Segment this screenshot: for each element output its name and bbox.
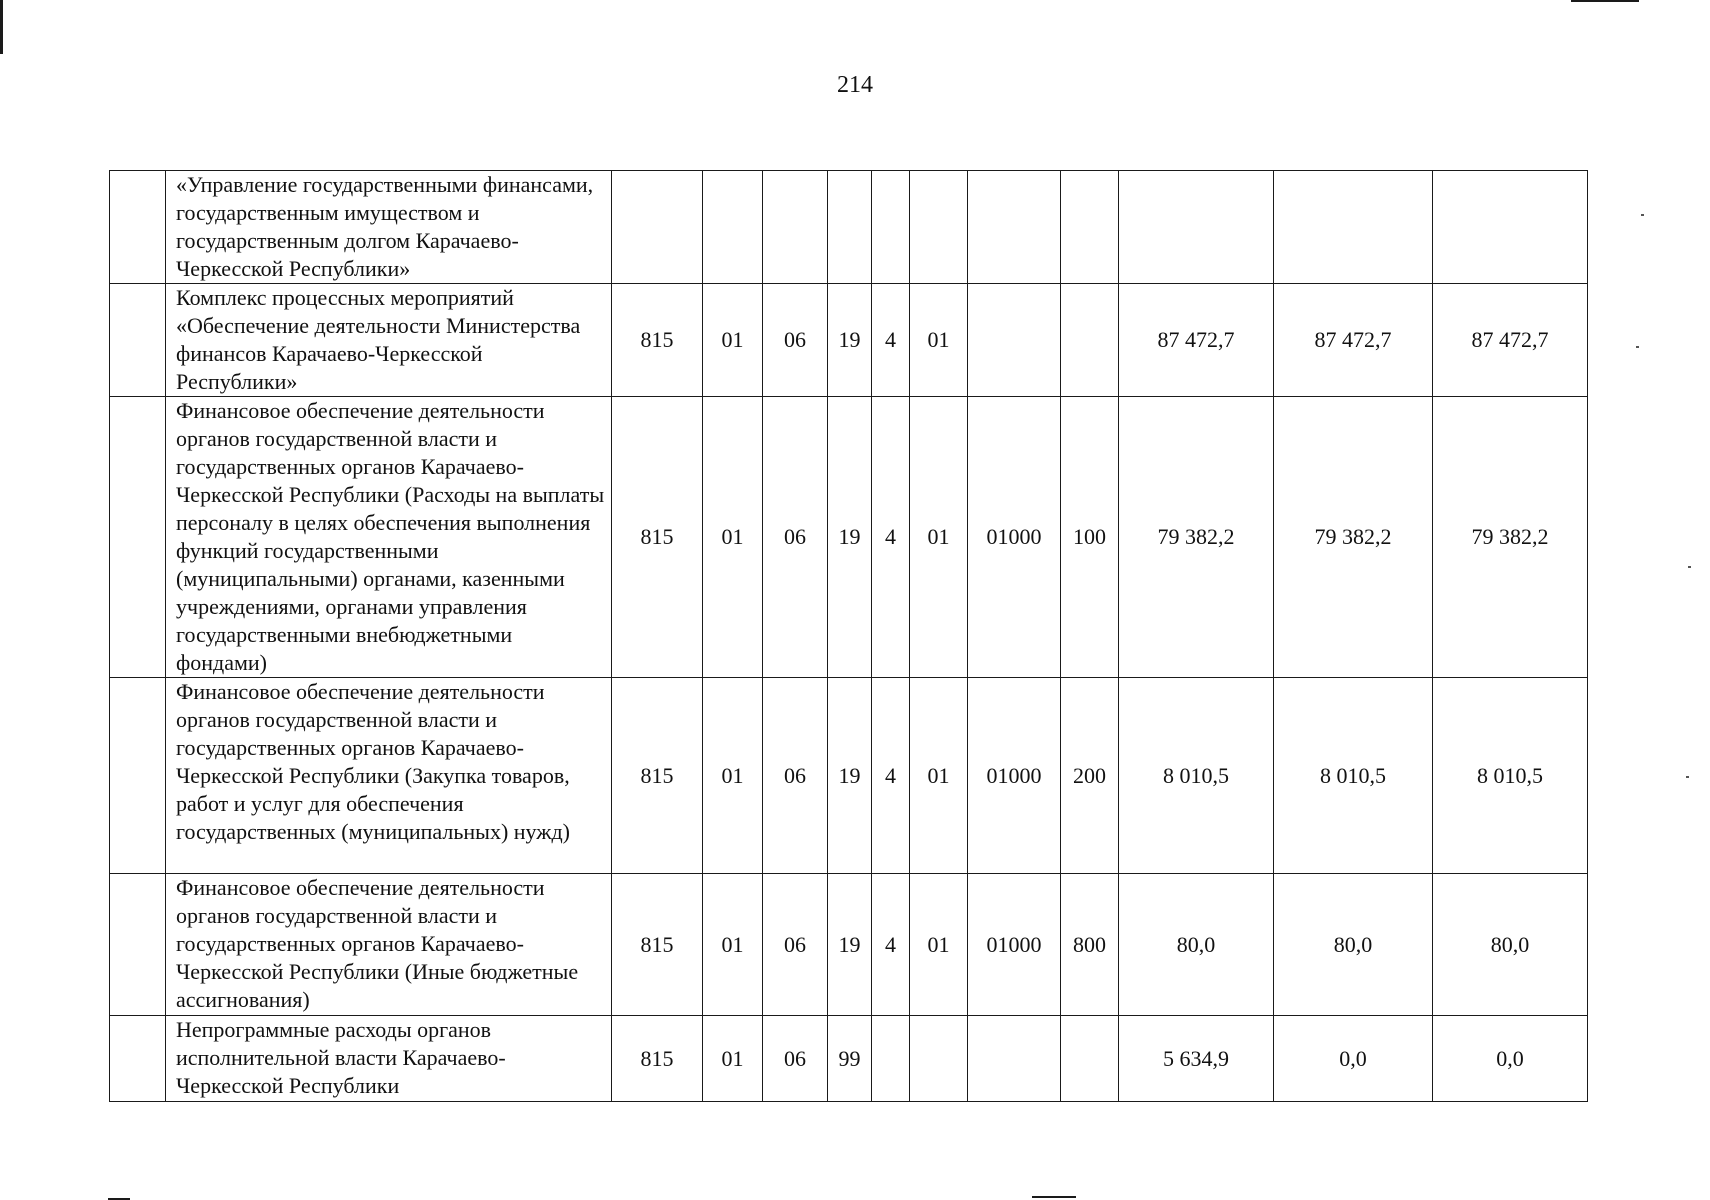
subprogram-code-cell	[872, 1016, 910, 1102]
structural-element-cell: 01	[910, 874, 968, 1016]
department-code-cell: 815	[612, 678, 703, 874]
expense-type-cell	[1061, 171, 1119, 284]
expense-direction-cell: 01000	[968, 678, 1061, 874]
row-number-cell	[110, 1016, 166, 1102]
expense-type-cell	[1061, 1016, 1119, 1102]
subsection-code-cell	[763, 171, 828, 284]
amount-year3-cell: 0,0	[1433, 1016, 1588, 1102]
subsection-code-cell: 06	[763, 678, 828, 874]
program-code-cell: 99	[828, 1016, 872, 1102]
amount-year1-cell: 87 472,7	[1119, 284, 1274, 397]
program-code-cell	[828, 171, 872, 284]
amount-year3-cell: 79 382,2	[1433, 397, 1588, 678]
subprogram-code-cell: 4	[872, 678, 910, 874]
amount-year1-cell: 5 634,9	[1119, 1016, 1274, 1102]
amount-year2-cell: 79 382,2	[1274, 397, 1433, 678]
program-code-cell: 19	[828, 397, 872, 678]
amount-year3-cell: 87 472,7	[1433, 284, 1588, 397]
program-code-cell: 19	[828, 874, 872, 1016]
section-code-cell: 01	[703, 397, 763, 678]
row-number-cell	[110, 284, 166, 397]
amount-year2-cell: 87 472,7	[1274, 284, 1433, 397]
scan-edge-bottom-center	[1032, 1196, 1076, 1198]
amount-year1-cell: 79 382,2	[1119, 397, 1274, 678]
amount-year3-cell	[1433, 171, 1588, 284]
expense-name-cell: Непрограммные расходы органов исполнительной власти Карачаево-Черкесской Республики	[166, 1016, 612, 1102]
budget-table	[109, 170, 1588, 1102]
section-code-cell: 01	[703, 874, 763, 1016]
expense-direction-cell	[968, 171, 1061, 284]
amount-year2-cell: 8 010,5	[1274, 678, 1433, 874]
expense-type-cell: 800	[1061, 874, 1119, 1016]
scan-edge-top-right	[1571, 0, 1639, 2]
expense-type-cell: 100	[1061, 397, 1119, 678]
subsection-code-cell: 06	[763, 397, 828, 678]
expense-type-cell: 200	[1061, 678, 1119, 874]
section-code-cell: 01	[703, 284, 763, 397]
table-row	[110, 397, 1588, 678]
section-code-cell: 01	[703, 678, 763, 874]
row-number-cell	[110, 874, 166, 1016]
section-code-cell	[703, 171, 763, 284]
department-code-cell: 815	[612, 284, 703, 397]
row-number-cell	[110, 678, 166, 874]
table-row	[110, 284, 1588, 397]
program-code-cell: 19	[828, 678, 872, 874]
expense-direction-cell	[968, 1016, 1061, 1102]
department-code-cell: 815	[612, 397, 703, 678]
expense-type-cell	[1061, 284, 1119, 397]
section-code-cell: 01	[703, 1016, 763, 1102]
page-number: 214	[837, 72, 873, 98]
table-body	[110, 171, 1588, 1102]
row-number-cell	[110, 397, 166, 678]
structural-element-cell: 01	[910, 397, 968, 678]
expense-direction-cell	[968, 284, 1061, 397]
structural-element-cell: 01	[910, 284, 968, 397]
scan-dot	[1636, 346, 1639, 348]
structural-element-cell	[910, 171, 968, 284]
table-row	[110, 874, 1588, 1016]
subsection-code-cell: 06	[763, 874, 828, 1016]
subprogram-code-cell: 4	[872, 397, 910, 678]
expense-name-cell: «Управление государственными финансами, государственным имуществом и государственным долгом Карачаево-Черкесской Республики»	[166, 171, 612, 284]
scan-edge-left	[0, 0, 3, 54]
scan-dot	[1688, 566, 1691, 568]
expense-direction-cell: 01000	[968, 874, 1061, 1016]
table-row	[110, 1016, 1588, 1102]
department-code-cell	[612, 171, 703, 284]
structural-element-cell	[910, 1016, 968, 1102]
amount-year2-cell: 80,0	[1274, 874, 1433, 1016]
row-number-cell	[110, 171, 166, 284]
subprogram-code-cell: 4	[872, 284, 910, 397]
scan-dot	[1686, 776, 1689, 778]
amount-year3-cell: 8 010,5	[1433, 678, 1588, 874]
department-code-cell: 815	[612, 874, 703, 1016]
amount-year2-cell	[1274, 171, 1433, 284]
subprogram-code-cell	[872, 171, 910, 284]
subsection-code-cell: 06	[763, 1016, 828, 1102]
expense-name-cell: Финансовое обеспечение деятельности органов государственной власти и государственных органов Карачаево-Черкесской Республики (Закупка товаров, работ и услуг для обеспечения государственных (муниципальных) нужд)	[166, 678, 612, 874]
subprogram-code-cell: 4	[872, 874, 910, 1016]
expense-name-cell: Комплекс процессных мероприятий «Обеспечение деятельности Министерства финансов Карачаево-Черкесской Республики»	[166, 284, 612, 397]
expense-name-cell: Финансовое обеспечение деятельности органов государственной власти и государственных органов Карачаево-Черкесской Республики (Иные бюджетные ассигнования)	[166, 874, 612, 1016]
table-row	[110, 171, 1588, 284]
program-code-cell: 19	[828, 284, 872, 397]
amount-year2-cell: 0,0	[1274, 1016, 1433, 1102]
scan-dot	[1641, 214, 1644, 216]
amount-year1-cell: 8 010,5	[1119, 678, 1274, 874]
expense-name-cell: Финансовое обеспечение деятельности органов государственной власти и государственных органов Карачаево-Черкесской Республики (Расходы на выплаты персоналу в целях обеспечения выполнения функций государственными (муниципальными) органами, казенными учреждениями, органами управления государственными внебюджетными фондами)	[166, 397, 612, 678]
amount-year1-cell	[1119, 171, 1274, 284]
department-code-cell: 815	[612, 1016, 703, 1102]
subsection-code-cell: 06	[763, 284, 828, 397]
structural-element-cell: 01	[910, 678, 968, 874]
amount-year1-cell: 80,0	[1119, 874, 1274, 1016]
expense-direction-cell: 01000	[968, 397, 1061, 678]
table-row	[110, 678, 1588, 874]
amount-year3-cell: 80,0	[1433, 874, 1588, 1016]
